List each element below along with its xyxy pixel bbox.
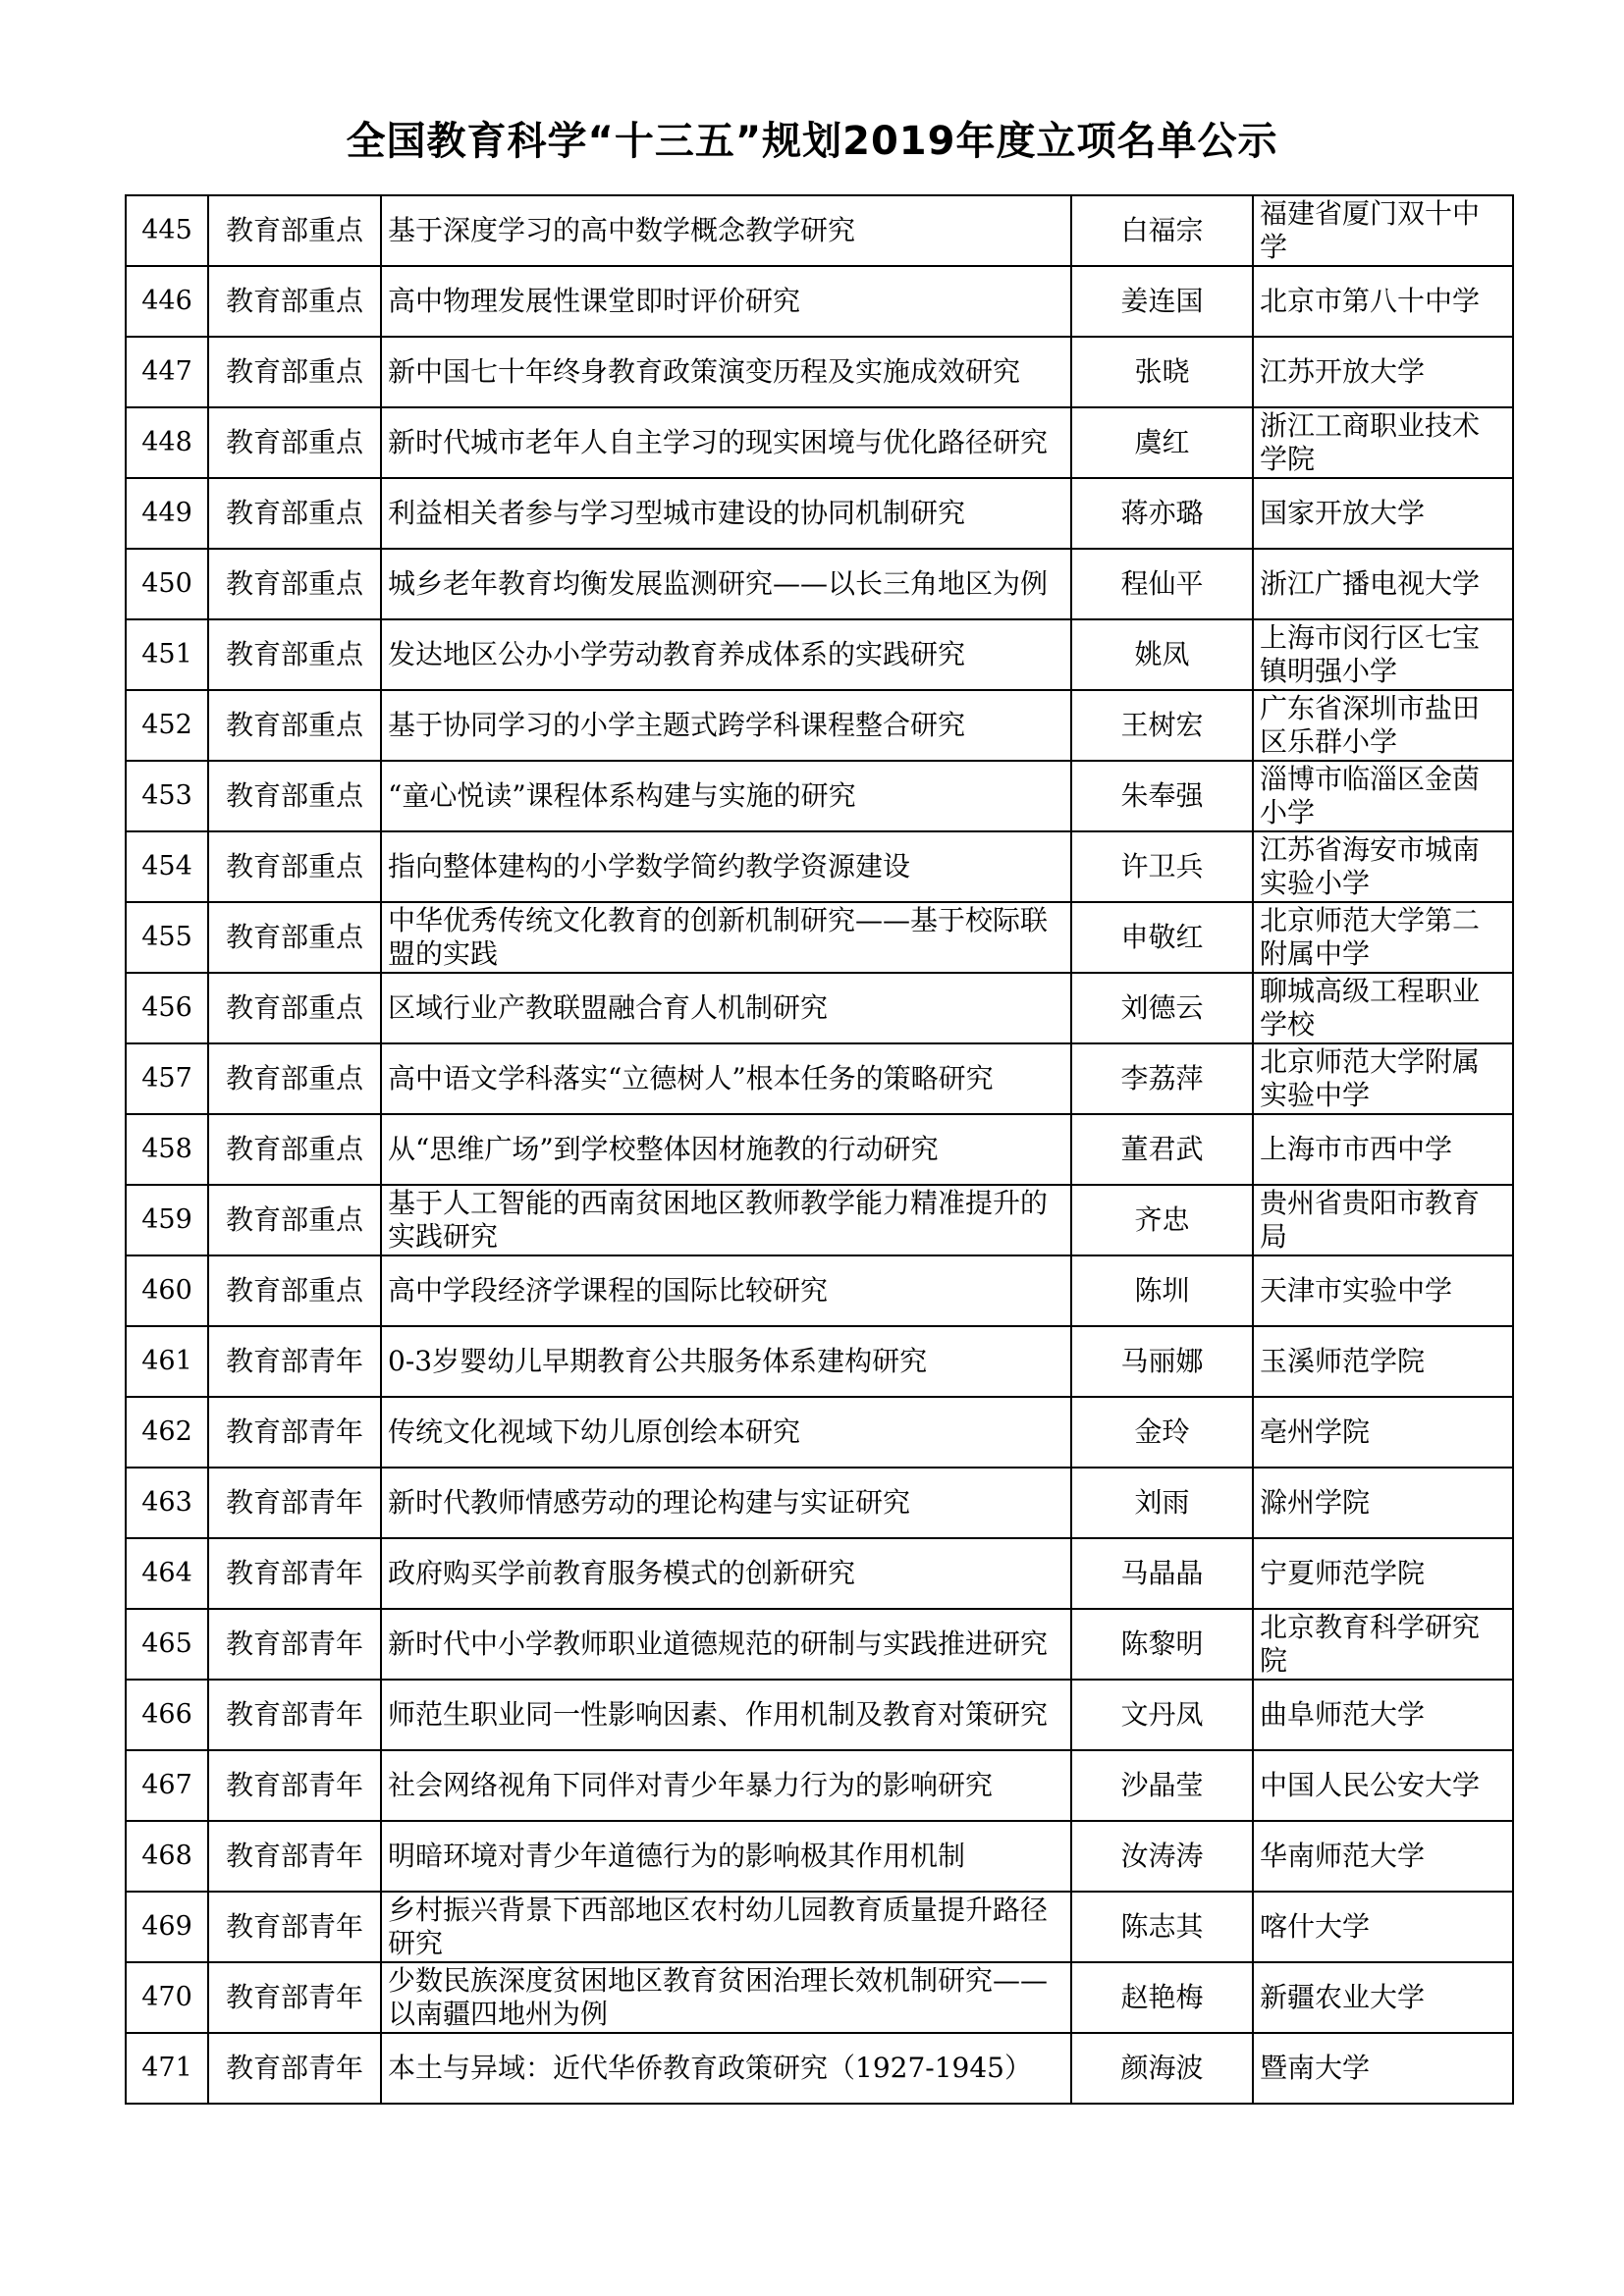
institution-cell: 滁州学院	[1253, 1468, 1513, 1538]
principal-investigator-cell: 陈圳	[1071, 1255, 1253, 1326]
page-title: 全国教育科学“十三五”规划2019年度立项名单公示	[346, 119, 1278, 164]
table-row	[126, 337, 1513, 407]
project-title-cell: 从“思维广场”到学校整体因材施教的行动研究	[381, 1114, 1071, 1185]
institution-cell: 上海市市西中学	[1253, 1114, 1513, 1185]
project-category-cell: 教育部青年	[208, 2033, 381, 2104]
project-category-cell: 教育部青年	[208, 1680, 381, 1750]
principal-investigator-cell: 陈黎明	[1071, 1609, 1253, 1680]
project-title-cell: 社会网络视角下同伴对青少年暴力行为的影响研究	[381, 1750, 1071, 1821]
project-title-cell: 新时代城市老年人自主学习的现实困境与优化路径研究	[381, 407, 1071, 478]
project-title-cell: 新中国七十年终身教育政策演变历程及实施成效研究	[381, 337, 1071, 407]
project-category-cell: 教育部重点	[208, 195, 381, 266]
institution-cell: 亳州学院	[1253, 1397, 1513, 1468]
project-category-cell: 教育部重点	[208, 902, 381, 973]
project-number-cell: 451	[126, 619, 208, 690]
principal-investigator-cell: 金玲	[1071, 1397, 1253, 1468]
project-category-cell: 教育部青年	[208, 1538, 381, 1609]
project-title-cell: 0-3岁婴幼儿早期教育公共服务体系建构研究	[381, 1326, 1071, 1397]
project-category-cell: 教育部重点	[208, 761, 381, 831]
project-number-cell: 464	[126, 1538, 208, 1609]
institution-cell: 上海市闵行区七宝镇明强小学	[1253, 619, 1513, 690]
project-category-cell: 教育部青年	[208, 1821, 381, 1892]
project-number-cell: 448	[126, 407, 208, 478]
project-number-cell: 445	[126, 195, 208, 266]
project-title-cell: 高中语文学科落实“立德树人”根本任务的策略研究	[381, 1043, 1071, 1114]
table-row	[126, 1114, 1513, 1185]
project-category-cell: 教育部重点	[208, 1114, 381, 1185]
table-row	[126, 1680, 1513, 1750]
project-number-cell: 458	[126, 1114, 208, 1185]
project-title-cell: 明暗环境对青少年道德行为的影响极其作用机制	[381, 1821, 1071, 1892]
project-number-cell: 470	[126, 1962, 208, 2033]
table-row	[126, 690, 1513, 761]
project-number-cell: 446	[126, 266, 208, 337]
table-row	[126, 2033, 1513, 2104]
table-row	[126, 549, 1513, 619]
principal-investigator-cell: 许卫兵	[1071, 831, 1253, 902]
project-number-cell: 450	[126, 549, 208, 619]
project-title-cell: 乡村振兴背景下西部地区农村幼儿园教育质量提升路径研究	[381, 1892, 1071, 1962]
project-number-cell: 455	[126, 902, 208, 973]
table-row	[126, 1326, 1513, 1397]
project-title-cell: 传统文化视域下幼儿原创绘本研究	[381, 1397, 1071, 1468]
project-number-cell: 447	[126, 337, 208, 407]
principal-investigator-cell: 沙晶莹	[1071, 1750, 1253, 1821]
project-number-cell: 469	[126, 1892, 208, 1962]
principal-investigator-cell: 程仙平	[1071, 549, 1253, 619]
principal-investigator-cell: 申敬红	[1071, 902, 1253, 973]
project-category-cell: 教育部重点	[208, 478, 381, 549]
table-row	[126, 1255, 1513, 1326]
principal-investigator-cell: 文丹凤	[1071, 1680, 1253, 1750]
table-row	[126, 1821, 1513, 1892]
table-row	[126, 902, 1513, 973]
table-row	[126, 1468, 1513, 1538]
table-row	[126, 1609, 1513, 1680]
table-row	[126, 619, 1513, 690]
table-row	[126, 407, 1513, 478]
project-number-cell: 471	[126, 2033, 208, 2104]
table-row	[126, 1043, 1513, 1114]
project-title-cell: 政府购买学前教育服务模式的创新研究	[381, 1538, 1071, 1609]
project-category-cell: 教育部青年	[208, 1468, 381, 1538]
project-title-cell: 高中学段经济学课程的国际比较研究	[381, 1255, 1071, 1326]
project-category-cell: 教育部重点	[208, 337, 381, 407]
project-number-cell: 468	[126, 1821, 208, 1892]
institution-cell: 新疆农业大学	[1253, 1962, 1513, 2033]
project-title-cell: 师范生职业同一性影响因素、作用机制及教育对策研究	[381, 1680, 1071, 1750]
project-category-cell: 教育部重点	[208, 549, 381, 619]
table-row	[126, 831, 1513, 902]
project-number-cell: 452	[126, 690, 208, 761]
principal-investigator-cell: 马晶晶	[1071, 1538, 1253, 1609]
table-row	[126, 1962, 1513, 2033]
institution-cell: 淄博市临淄区金茵小学	[1253, 761, 1513, 831]
project-table-body	[126, 195, 1513, 2104]
project-title-cell: 高中物理发展性课堂即时评价研究	[381, 266, 1071, 337]
principal-investigator-cell: 董君武	[1071, 1114, 1253, 1185]
project-table	[125, 194, 1514, 2105]
project-number-cell: 463	[126, 1468, 208, 1538]
project-title-cell: 区域行业产教联盟融合育人机制研究	[381, 973, 1071, 1043]
project-number-cell: 466	[126, 1680, 208, 1750]
principal-investigator-cell: 虞红	[1071, 407, 1253, 478]
principal-investigator-cell: 蒋亦璐	[1071, 478, 1253, 549]
institution-cell: 中国人民公安大学	[1253, 1750, 1513, 1821]
project-category-cell: 教育部重点	[208, 1255, 381, 1326]
project-title-cell: 新时代中小学教师职业道德规范的研制与实践推进研究	[381, 1609, 1071, 1680]
principal-investigator-cell: 汝涛涛	[1071, 1821, 1253, 1892]
project-category-cell: 教育部青年	[208, 1609, 381, 1680]
principal-investigator-cell: 颜海波	[1071, 2033, 1253, 2104]
project-title-cell: 发达地区公办小学劳动教育养成体系的实践研究	[381, 619, 1071, 690]
project-title-cell: 新时代教师情感劳动的理论构建与实证研究	[381, 1468, 1071, 1538]
project-number-cell: 465	[126, 1609, 208, 1680]
table-row	[126, 266, 1513, 337]
project-category-cell: 教育部重点	[208, 619, 381, 690]
principal-investigator-cell: 赵艳梅	[1071, 1962, 1253, 2033]
project-category-cell: 教育部重点	[208, 1043, 381, 1114]
principal-investigator-cell: 齐忠	[1071, 1185, 1253, 1255]
project-category-cell: 教育部青年	[208, 1750, 381, 1821]
project-title-cell: 少数民族深度贫困地区教育贫困治理长效机制研究——以南疆四地州为例	[381, 1962, 1071, 2033]
institution-cell: 北京师范大学第二附属中学	[1253, 902, 1513, 973]
project-title-cell: 利益相关者参与学习型城市建设的协同机制研究	[381, 478, 1071, 549]
principal-investigator-cell: 王树宏	[1071, 690, 1253, 761]
project-title-cell: 基于深度学习的高中数学概念教学研究	[381, 195, 1071, 266]
table-row	[126, 1750, 1513, 1821]
institution-cell: 暨南大学	[1253, 2033, 1513, 2104]
institution-cell: 江苏开放大学	[1253, 337, 1513, 407]
project-number-cell: 459	[126, 1185, 208, 1255]
table-row	[126, 1892, 1513, 1962]
project-category-cell: 教育部重点	[208, 831, 381, 902]
principal-investigator-cell: 李荔萍	[1071, 1043, 1253, 1114]
institution-cell: 北京教育科学研究院	[1253, 1609, 1513, 1680]
project-number-cell: 462	[126, 1397, 208, 1468]
project-number-cell: 467	[126, 1750, 208, 1821]
principal-investigator-cell: 刘雨	[1071, 1468, 1253, 1538]
table-row	[126, 761, 1513, 831]
project-category-cell: 教育部重点	[208, 973, 381, 1043]
table-row	[126, 973, 1513, 1043]
project-number-cell: 449	[126, 478, 208, 549]
principal-investigator-cell: 刘德云	[1071, 973, 1253, 1043]
project-category-cell: 教育部重点	[208, 266, 381, 337]
project-title-cell: 本土与异域：近代华侨教育政策研究（1927-1945）	[381, 2033, 1071, 2104]
project-category-cell: 教育部重点	[208, 1185, 381, 1255]
principal-investigator-cell: 朱奉强	[1071, 761, 1253, 831]
project-number-cell: 456	[126, 973, 208, 1043]
table-row	[126, 1397, 1513, 1468]
institution-cell: 北京市第八十中学	[1253, 266, 1513, 337]
project-title-cell: 城乡老年教育均衡发展监测研究——以长三角地区为例	[381, 549, 1071, 619]
project-category-cell: 教育部青年	[208, 1397, 381, 1468]
project-number-cell: 460	[126, 1255, 208, 1326]
table-row	[126, 1185, 1513, 1255]
project-number-cell: 453	[126, 761, 208, 831]
institution-cell: 聊城高级工程职业学校	[1253, 973, 1513, 1043]
project-category-cell: 教育部重点	[208, 407, 381, 478]
institution-cell: 浙江工商职业技术学院	[1253, 407, 1513, 478]
institution-cell: 江苏省海安市城南实验小学	[1253, 831, 1513, 902]
project-category-cell: 教育部青年	[208, 1326, 381, 1397]
project-number-cell: 454	[126, 831, 208, 902]
project-title-cell: 基于人工智能的西南贫困地区教师教学能力精准提升的实践研究	[381, 1185, 1071, 1255]
table-row	[126, 1538, 1513, 1609]
project-title-cell: “童心悦读”课程体系构建与实施的研究	[381, 761, 1071, 831]
institution-cell: 国家开放大学	[1253, 478, 1513, 549]
project-title-cell: 中华优秀传统文化教育的创新机制研究——基于校际联盟的实践	[381, 902, 1071, 973]
project-number-cell: 457	[126, 1043, 208, 1114]
project-number-cell: 461	[126, 1326, 208, 1397]
institution-cell: 曲阜师范大学	[1253, 1680, 1513, 1750]
principal-investigator-cell: 马丽娜	[1071, 1326, 1253, 1397]
principal-investigator-cell: 白福宗	[1071, 195, 1253, 266]
project-title-cell: 基于协同学习的小学主题式跨学科课程整合研究	[381, 690, 1071, 761]
principal-investigator-cell: 姚凤	[1071, 619, 1253, 690]
principal-investigator-cell: 陈志其	[1071, 1892, 1253, 1962]
institution-cell: 福建省厦门双十中学	[1253, 195, 1513, 266]
table-row	[126, 478, 1513, 549]
principal-investigator-cell: 张晓	[1071, 337, 1253, 407]
table-row	[126, 195, 1513, 266]
institution-cell: 贵州省贵阳市教育局	[1253, 1185, 1513, 1255]
institution-cell: 浙江广播电视大学	[1253, 549, 1513, 619]
institution-cell: 北京师范大学附属实验中学	[1253, 1043, 1513, 1114]
project-category-cell: 教育部青年	[208, 1892, 381, 1962]
institution-cell: 玉溪师范学院	[1253, 1326, 1513, 1397]
institution-cell: 广东省深圳市盐田区乐群小学	[1253, 690, 1513, 761]
institution-cell: 天津市实验中学	[1253, 1255, 1513, 1326]
principal-investigator-cell: 姜连国	[1071, 266, 1253, 337]
institution-cell: 华南师范大学	[1253, 1821, 1513, 1892]
project-category-cell: 教育部青年	[208, 1962, 381, 2033]
project-category-cell: 教育部重点	[208, 690, 381, 761]
project-title-cell: 指向整体建构的小学数学简约教学资源建设	[381, 831, 1071, 902]
institution-cell: 宁夏师范学院	[1253, 1538, 1513, 1609]
institution-cell: 喀什大学	[1253, 1892, 1513, 1962]
